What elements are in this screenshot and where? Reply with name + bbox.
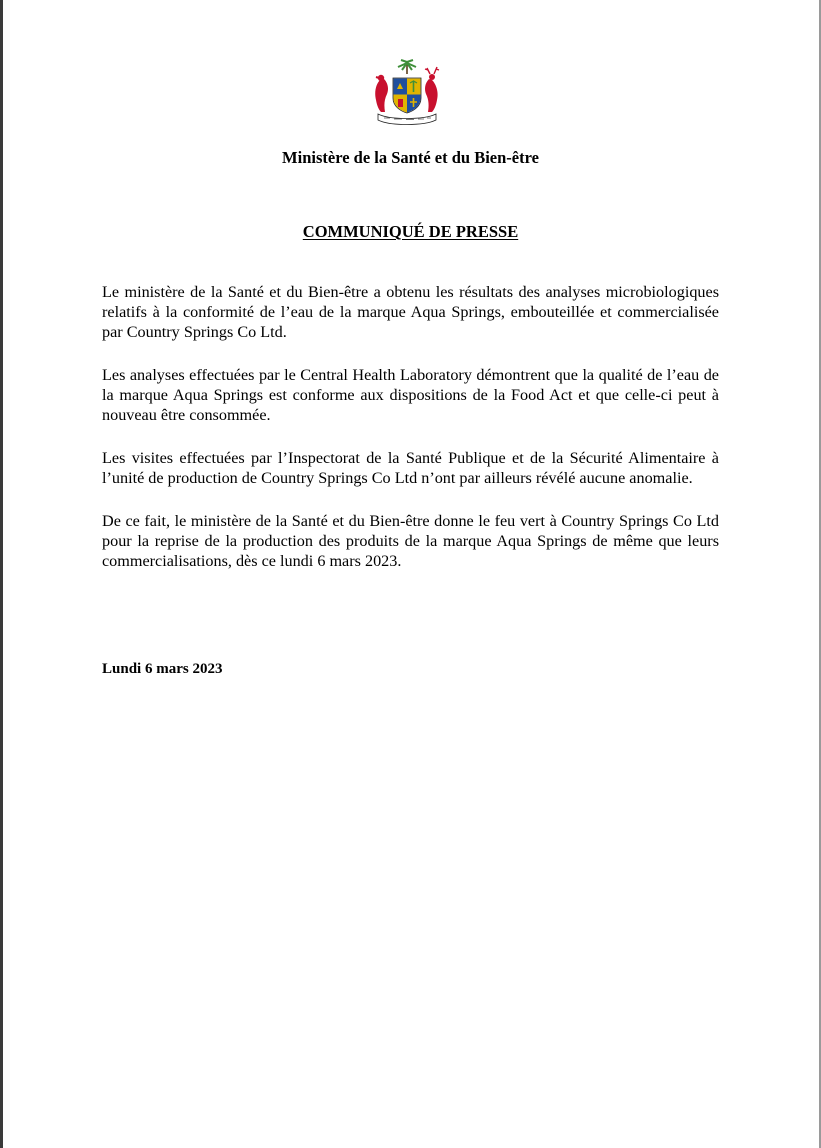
- coat-of-arms-emblem: [366, 58, 448, 128]
- document-title: [0, 222, 821, 242]
- document-body: [102, 282, 719, 594]
- document-date: Lundi 6 mars 2023: [102, 661, 223, 677]
- paragraph: Le ministère de la Santé et du Bien-être a obtenu les résultats des analyses microbiologiques relatifs à la conformité de l’eau de la marque Aqua Springs, embouteillée et commercialisée par Country Springs Co Ltd.: [102, 283, 719, 341]
- document-title-text: COMMUNIQUÉ DE PRESSE: [302, 222, 519, 241]
- paragraph: Les visites effectuées par l’Inspectorat de la Santé Publique et de la Sécurité Alimentaire à l’unité de production de Country Springs Co Ltd n’ont par ailleurs révélé aucune anomalie.: [102, 449, 719, 487]
- ministry-name: Ministère de la Santé et du Bien-être: [282, 148, 539, 167]
- coat-of-arms-icon: [366, 58, 448, 128]
- paragraph: De ce fait, le ministère de la Santé et du Bien-être donne le feu vert à Country Springs Co Ltd pour la reprise de la production des produits de la marque Aqua Springs de même que leurs commercialisations, dès ce lundi 6 mars 2023.: [102, 512, 719, 570]
- paragraph: Les analyses effectuées par le Central Health Laboratory démontrent que la qualité de l’eau de la marque Aqua Springs est conforme aux dispositions de la Food Act et que celle-ci peut à nouveau être consommée.: [102, 366, 719, 424]
